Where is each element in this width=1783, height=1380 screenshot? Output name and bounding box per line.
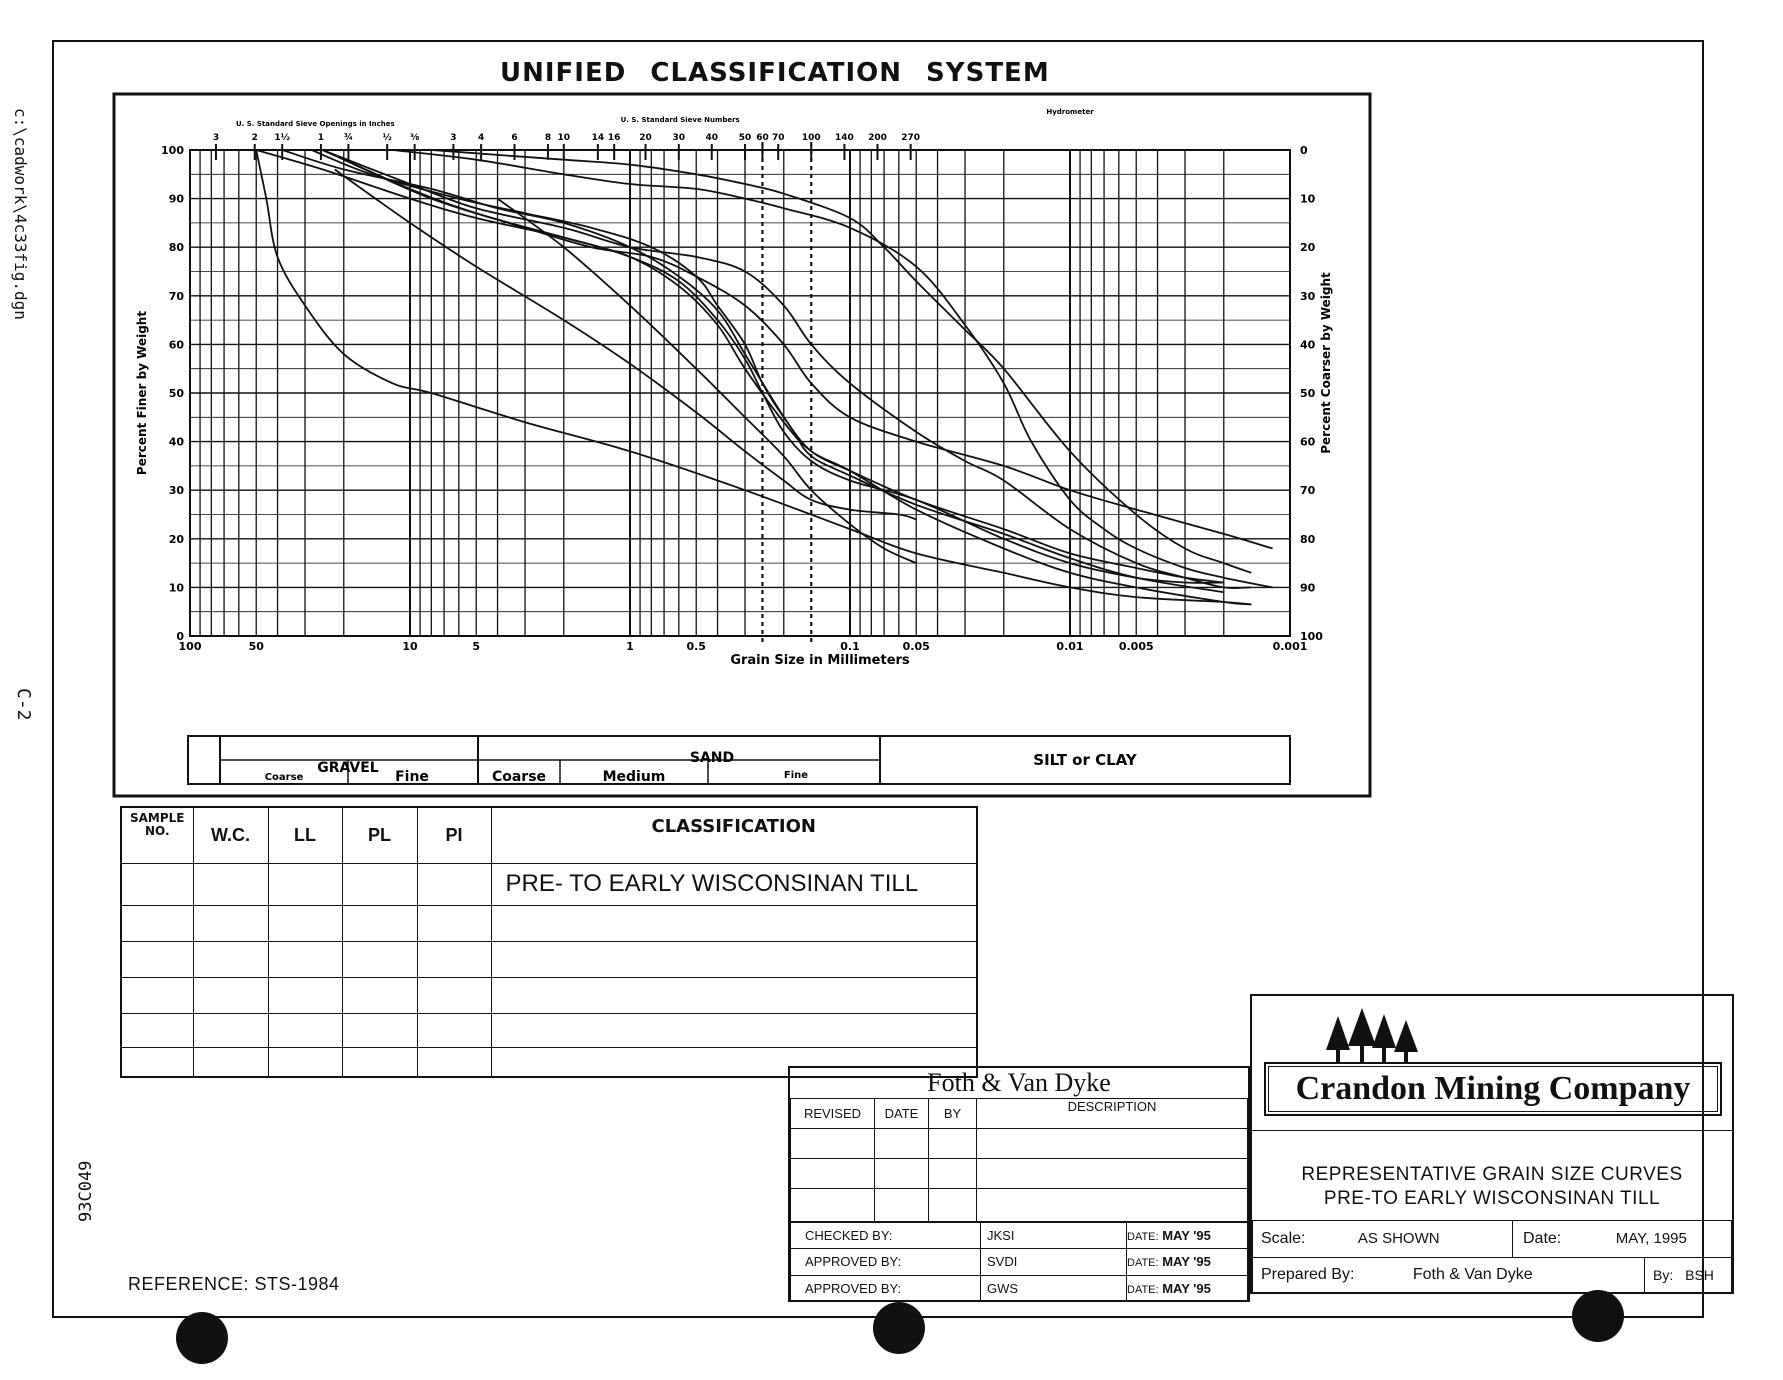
sieve-number-label: 30: [672, 133, 686, 143]
sieve-number-label: 40: [705, 133, 719, 143]
x-tick-label: 0.005: [1118, 640, 1154, 653]
date-label: Date:: [1523, 1229, 1562, 1247]
y-tick-label-right: 80: [1300, 532, 1316, 546]
table-cell: [268, 941, 342, 977]
table-cell: [977, 1129, 1248, 1159]
by-cell: [1645, 1257, 1732, 1294]
side-page-number: C-2: [13, 688, 34, 721]
y-tick-label-right: 100: [1300, 630, 1323, 643]
signoff-initials: SVDI: [981, 1249, 1127, 1275]
table-cell: [268, 905, 342, 941]
signoff-initials: GWS: [981, 1275, 1127, 1301]
table-cell: [193, 905, 268, 941]
table-cell: [791, 1189, 875, 1222]
grain-size-chart: [112, 92, 1372, 798]
table-cell: [491, 905, 977, 941]
sieve-number-label: 10: [557, 133, 571, 143]
y-tick-label-right: 60: [1300, 435, 1316, 449]
x-tick-label: 1: [626, 640, 634, 653]
x-tick-label: 10: [402, 640, 418, 653]
sieve-number-label: 270: [901, 133, 921, 143]
y-tick-label-right: 50: [1300, 387, 1316, 400]
sieve-number-label: 200: [868, 133, 887, 143]
table-cell: [417, 977, 491, 1013]
header-classification: CLASSIFICATION: [491, 807, 977, 863]
signoff-initials: JKSI: [981, 1223, 1127, 1249]
hydrometer-header: Hydrometer: [1046, 108, 1094, 116]
header-date: DATE: [875, 1099, 929, 1129]
signoff-date: DATE: MAY '95: [1127, 1275, 1248, 1301]
header-by: BY: [929, 1099, 977, 1129]
y-tick-label-left: 60: [168, 338, 184, 352]
table-cell: [417, 1013, 491, 1047]
reference-note: REFERENCE: STS-1984: [128, 1274, 340, 1294]
x-tick-label: 0.5: [686, 640, 706, 653]
y-tick-label-left: 90: [168, 192, 184, 206]
x-axis-title: Grain Size in Millimeters: [730, 653, 910, 668]
signoff-row: [791, 1275, 1248, 1301]
fine-gravel-label: Fine: [395, 769, 429, 785]
table-cell: [193, 1013, 268, 1047]
silt-clay-label: SILT or CLAY: [1033, 751, 1137, 769]
sieve-number-label: 6: [511, 133, 518, 143]
title-block: [1250, 994, 1734, 1294]
table-cell: [342, 1047, 417, 1077]
table-cell: [791, 1129, 875, 1159]
x-tick-label: 5: [472, 640, 481, 653]
sieve-number-label: 4: [477, 133, 485, 143]
y-tick-label-right: 10: [1300, 192, 1316, 206]
table-cell: [417, 941, 491, 977]
sieve-number-label: 14: [591, 133, 605, 143]
table-cell: [875, 1129, 929, 1159]
x-tick-label: 0.01: [1056, 640, 1084, 653]
sand-label: SAND: [689, 750, 735, 766]
table-cell: [491, 941, 977, 977]
y-axis-title-left: Percent Finer by Weight: [135, 310, 149, 476]
by-value: BSH: [1685, 1267, 1714, 1284]
header-revised: REVISED: [791, 1099, 875, 1129]
header-pi: PI: [417, 807, 491, 863]
medium-sand-label: Medium: [602, 769, 666, 785]
y-tick-label-right: 20: [1300, 241, 1316, 255]
signoff-row: [791, 1223, 1248, 1249]
table-cell: [193, 1047, 268, 1077]
chart-border: [114, 94, 1370, 796]
table-cell: [121, 1047, 193, 1077]
table-cell: [977, 1189, 1248, 1222]
sieve-openings-header: U. S. Standard Sieve Openings in Inches: [235, 120, 395, 128]
y-tick-label-right: 40: [1300, 338, 1316, 352]
y-tick-label-right: 30: [1300, 289, 1316, 303]
page-title: UNIFIED CLASSIFICATION SYSTEM: [500, 58, 1050, 88]
y-tick-label-left: 30: [168, 484, 184, 498]
header-pl: PL: [342, 807, 417, 863]
table-cell: [491, 977, 977, 1013]
company-logo-trees: [1322, 1006, 1422, 1070]
title-info-table: [1252, 1220, 1732, 1294]
sieve-numbers-header: U. S. Standard Sieve Numbers: [620, 116, 740, 124]
y-axis-title-right: Percent Coarser by Weight: [1319, 272, 1333, 454]
x-tick-label: 0.001: [1272, 640, 1308, 653]
sieve-opening-label: ⅜: [409, 133, 420, 143]
y-tick-label-left: 70: [168, 289, 184, 303]
table-cell: [121, 977, 193, 1013]
signoff-role: APPROVED BY:: [791, 1275, 981, 1301]
x-tick-label: 100: [178, 640, 202, 653]
drawing-title-line2: PRE-TO EARLY WISCONSINAN TILL: [1323, 1188, 1661, 1209]
table-cell: [193, 863, 268, 905]
side-document-id: 93C049: [76, 1160, 96, 1222]
y-tick-label-left: 50: [168, 387, 184, 400]
date-value: MAY, 1995: [1615, 1229, 1687, 1247]
signoff-date: DATE: MAY '95: [1127, 1223, 1248, 1249]
table-cell: [193, 941, 268, 977]
binder-hole-center: [873, 1302, 925, 1354]
table-cell: [929, 1159, 977, 1189]
drawing-title-line1: REPRESENTATIVE GRAIN SIZE CURVES: [1301, 1164, 1683, 1185]
signoff-role: CHECKED BY:: [791, 1223, 981, 1249]
header-wc: W.C.: [193, 807, 268, 863]
table-cell: [417, 863, 491, 905]
sieve-opening-label: ½: [382, 133, 392, 143]
x-tick-label: 0.05: [902, 640, 930, 653]
sieve-number-label: 60: [756, 133, 769, 143]
signoff-table: [790, 1222, 1248, 1302]
sieve-number-label: 8: [544, 133, 552, 143]
table-cell: [929, 1189, 977, 1222]
y-tick-label-left: 100: [161, 144, 184, 157]
scale-label: Scale:: [1261, 1229, 1306, 1247]
sample-table: [120, 806, 978, 1078]
side-file-path: c:\cadwork\4c33fig.dgn: [11, 108, 30, 320]
scale-cell: [1253, 1221, 1513, 1258]
sieve-number-label: 20: [639, 133, 652, 143]
header-ll: LL: [268, 807, 342, 863]
coarse-sand-label: Coarse: [491, 769, 547, 785]
table-cell: [342, 863, 417, 905]
table-cell: [193, 977, 268, 1013]
y-tick-label-left: 80: [168, 241, 184, 255]
table-cell: [342, 941, 417, 977]
table-cell: [491, 1013, 977, 1047]
fine-sand-label: Fine: [783, 770, 809, 781]
sieve-opening-label: 1: [317, 133, 325, 143]
table-cell: [875, 1189, 929, 1222]
table-cell: [875, 1159, 929, 1189]
revision-block: [788, 1066, 1250, 1302]
by-label: By:: [1653, 1267, 1674, 1284]
sieve-number-label: 140: [835, 133, 854, 143]
date-cell: [1513, 1221, 1732, 1258]
header-description: DESCRIPTION: [977, 1099, 1248, 1129]
table-cell: [268, 1013, 342, 1047]
y-tick-label-left: 10: [168, 581, 184, 595]
x-tick-label: 0.1: [840, 640, 860, 653]
company-name: Crandon Mining Company: [1264, 1062, 1722, 1116]
header-sample-no: SAMPLE NO.: [121, 807, 193, 863]
classification-value: PRE- TO EARLY WISCONSINAN TILL: [491, 863, 977, 905]
scale-value: AS SHOWN: [1357, 1229, 1440, 1247]
table-cell: [268, 863, 342, 905]
gravel-label: GRAVEL: [317, 760, 379, 776]
binder-hole-right: [1572, 1290, 1624, 1342]
signoff-date: DATE: MAY '95: [1127, 1249, 1248, 1275]
prepared-value: Foth & Van Dyke: [1412, 1266, 1533, 1284]
y-tick-label-left: 0: [176, 630, 184, 643]
table-cell: [417, 905, 491, 941]
sieve-number-label: 50: [738, 133, 752, 143]
signoff-role: APPROVED BY:: [791, 1249, 981, 1275]
y-tick-label-right: 0: [1300, 144, 1308, 157]
sieve-opening-label: 2: [251, 133, 258, 143]
sieve-number-label: 70: [771, 133, 785, 143]
table-cell: [121, 941, 193, 977]
table-cell: [268, 977, 342, 1013]
y-tick-label-right: 70: [1300, 484, 1316, 498]
sieve-number-label: 3: [450, 133, 457, 143]
binder-hole-left: [176, 1312, 228, 1364]
sieve-opening-label: 1½: [274, 133, 290, 143]
y-tick-label-left: 20: [168, 532, 184, 546]
sieve-opening-label: ¾: [343, 133, 354, 143]
table-cell: [268, 1047, 342, 1077]
prepared-label: Prepared By:: [1261, 1266, 1355, 1284]
table-cell: [342, 905, 417, 941]
table-cell: [342, 1013, 417, 1047]
table-cell: [121, 905, 193, 941]
table-cell: [791, 1159, 875, 1189]
prepared-cell: [1253, 1257, 1645, 1294]
signoff-row: [791, 1249, 1248, 1275]
table-cell: [121, 863, 193, 905]
table-cell: [929, 1129, 977, 1159]
table-cell: [342, 977, 417, 1013]
revision-company: Foth & Van Dyke: [927, 1068, 1111, 1097]
sieve-opening-label: 3: [212, 133, 220, 143]
y-tick-label-left: 40: [168, 435, 184, 449]
sieve-number-label: 16: [607, 133, 621, 143]
sieve-number-label: 100: [801, 133, 821, 143]
table-cell: [121, 1013, 193, 1047]
coarse-gravel-label: Coarse: [264, 772, 304, 783]
x-tick-label: 50: [248, 640, 264, 653]
table-cell: [417, 1047, 491, 1077]
revision-table: [790, 1098, 1248, 1222]
y-tick-label-right: 90: [1300, 581, 1316, 595]
table-cell: [977, 1159, 1248, 1189]
